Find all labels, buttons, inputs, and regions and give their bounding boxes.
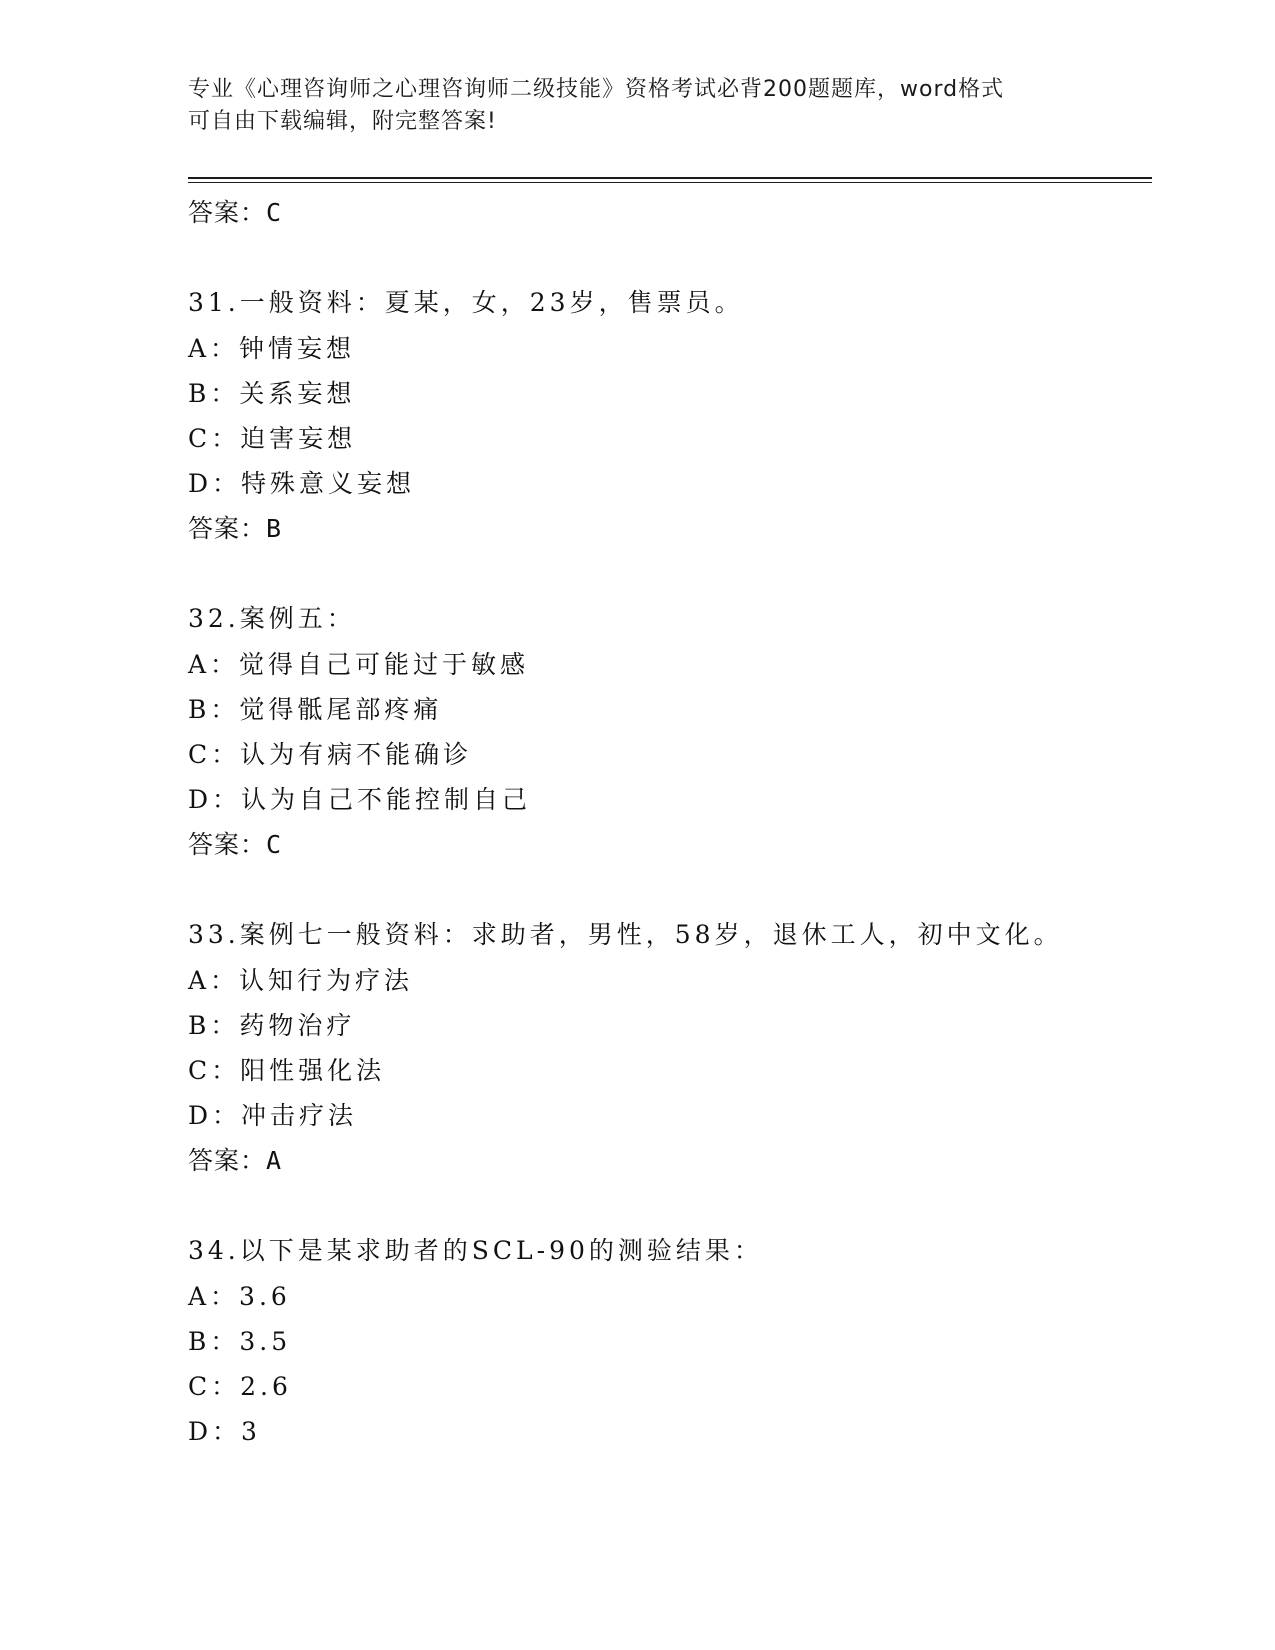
option-a: A：钟情妄想 bbox=[188, 334, 356, 363]
spacer bbox=[188, 552, 1148, 596]
answer-label: 答案： bbox=[188, 514, 267, 543]
option-d: D：冲击疗法 bbox=[188, 1101, 358, 1130]
option-b: B：觉得骶尾部疼痛 bbox=[188, 695, 443, 724]
header-line-2: 可自由下载编辑，附完整答案! bbox=[188, 109, 497, 134]
header-rule-thin bbox=[188, 182, 1152, 183]
option-b: B：3.5 bbox=[188, 1327, 292, 1356]
option-c: C：2.6 bbox=[188, 1372, 292, 1401]
option-b: B：关系妄想 bbox=[188, 379, 356, 408]
header-rule-thick bbox=[188, 177, 1152, 179]
answer-value: C bbox=[266, 830, 283, 859]
header-line-1: 专业《心理咨询师之心理咨询师二级技能》资格考试必背200题题库，word格式 bbox=[188, 77, 1005, 102]
question-block bbox=[188, 1228, 1148, 1454]
question-block bbox=[188, 912, 1148, 1184]
option-a: A：认知行为疗法 bbox=[188, 966, 414, 995]
question-block bbox=[188, 280, 1148, 552]
answer-line bbox=[188, 822, 1148, 868]
document-header bbox=[188, 74, 1068, 138]
option-d: D：特殊意义妄想 bbox=[188, 469, 416, 498]
option-a: A：3.6 bbox=[188, 1282, 291, 1311]
question-block bbox=[188, 596, 1148, 868]
answer-line bbox=[188, 1138, 1148, 1184]
answer-value: A bbox=[266, 1146, 283, 1175]
question-stem: 33.案例七一般资料：求助者，男性，58岁，退休工人，初中文化。 bbox=[188, 920, 1063, 949]
option-c: C：迫害妄想 bbox=[188, 424, 357, 453]
option-c: C：认为有病不能确诊 bbox=[188, 740, 473, 769]
answer-line bbox=[188, 506, 1148, 552]
question-stem: 32.案例五： bbox=[188, 604, 356, 633]
answer-value: B bbox=[266, 514, 283, 543]
option-d: D：3 bbox=[188, 1417, 261, 1446]
answer-label: 答案： bbox=[188, 198, 267, 227]
spacer bbox=[188, 868, 1148, 912]
option-c: C：阳性强化法 bbox=[188, 1056, 386, 1085]
option-d: D：认为自己不能控制自己 bbox=[188, 785, 532, 814]
question-stem: 31.一般资料：夏某，女，23岁，售票员。 bbox=[188, 288, 744, 317]
question-stem: 34.以下是某求助者的SCL-90的测验结果： bbox=[188, 1236, 763, 1265]
spacer bbox=[188, 1184, 1148, 1228]
answer-label: 答案： bbox=[188, 830, 267, 859]
answer-label: 答案： bbox=[188, 1146, 267, 1175]
answer-value: C bbox=[266, 198, 283, 227]
spacer bbox=[188, 236, 1148, 280]
option-b: B：药物治疗 bbox=[188, 1011, 356, 1040]
question-list bbox=[188, 190, 1148, 1454]
option-a: A：觉得自己可能过于敏感 bbox=[188, 650, 530, 679]
answer-line bbox=[188, 190, 1148, 236]
